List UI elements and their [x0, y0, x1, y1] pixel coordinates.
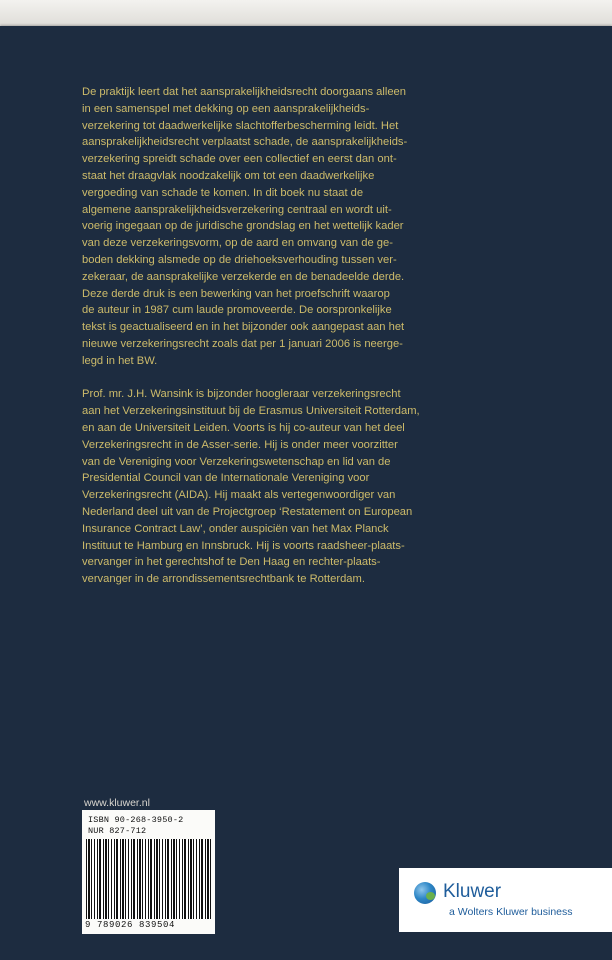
- publisher-url: www.kluwer.nl: [84, 797, 150, 809]
- barcode-panel: [82, 810, 215, 934]
- isbn-number: ISBN 90-268-3950-2: [88, 815, 184, 825]
- blurb-text: [82, 84, 552, 605]
- publisher-tagline: a Wolters Kluwer business: [449, 906, 573, 918]
- blurb-paragraph-author: Prof. mr. J.H. Wansink is bijzonder hoogleraar verzekeringsrecht aan het Verzekeringsinstituut bij de Erasmus Universiteit Rotterdam, en aan de Universiteit Leiden. Voorts is hij co-auteur van het deel Verzekeringsrecht in de Asser-serie. Hij is onder meer voorzitter van de Vereniging voor Verzekeringswetenschap en lid van de Presidential Council van de Internationale Vereniging voor Verzekeringsrecht (AIDA). Hij maakt als vertegenwoordiger van Nederland deel uit van de Projectgroep ‘Restatement on European Insurance Contract Law’, onder auspiciën van het Max Planck Instituut te Hamburg en Innsbruck. Hij is voorts raadsheer-plaats- vervanger in het gerechtshof te Den Haag en rechter-plaats- vervanger in de arrondissementsrechtbank te Rotterdam.: [82, 388, 420, 586]
- nur-code: NUR 827-712: [88, 826, 147, 836]
- barcode-bars: [86, 839, 211, 919]
- blurb-paragraph-summary: De praktijk leert dat het aansprakelijkheidsrecht doorgaans alleen in een samenspel met dekking op een aansprakelijkheids- verzekering tot daadwerkelijke slachtofferbescherming leidt. Het aansprakelijkheidsrecht verplaatst schade, de aansprakelijkheids- verzekering spreidt schade over een collectief en eerst dan ont- staat het draagvlak noodzakelijk om tot een daadwerkelijke vergoeding van schade te komen. In dit boek nu staat de algemene aansprakelijkheidsverzekering centraal en wordt uit- voerig ingegaan op de juridische grondslag en het wettelijk kader van deze verzekeringsvorm, op de aard en omvang van de ge- boden dekking alsmede op de driehoeksverhouding tussen ver- zekeraar, de aansprakelijke verzekerde en de benadeelde derde. Deze derde druk is een bewerking van het proefschrift waarop de auteur in 1987 cum laude promoveerde. De oorspronkelijke tekst is geactualiseerd en in het bijzonder ook aangepast aan het nieuwe verzekeringsrecht zoals dat per 1 januari 2006 is neerge- legd in het BW.: [82, 86, 408, 367]
- barcode-digits: 9 789026 839504: [85, 920, 176, 930]
- kluwer-globe-icon: [414, 882, 436, 904]
- publisher-logo: [399, 868, 612, 932]
- publisher-name: Kluwer: [443, 881, 502, 902]
